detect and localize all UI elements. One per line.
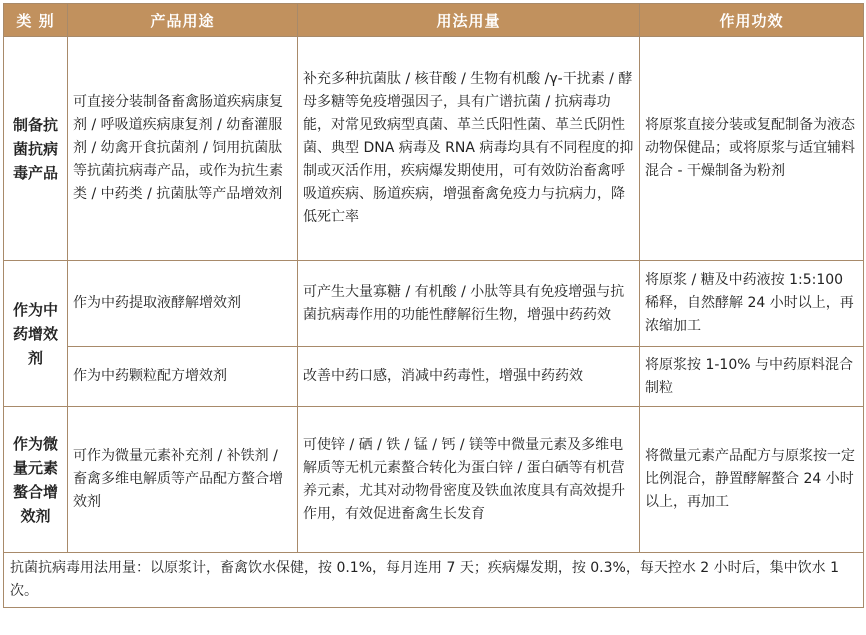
dosage-cell: 可使锌 / 硒 / 铁 / 锰 / 钙 / 镁等中微量元素及多维电解质等无机元素螯合转化为蛋白锌 / 蛋白硒等有机营养元素，尤其对动物骨密度及铁血浓度具有高效提升作用，有效促进畜禽生长发育 <box>298 407 640 553</box>
product-table <box>3 3 864 608</box>
category-cell: 作为微量元素螯合增效剂 <box>4 407 68 553</box>
header-effect: 作用功效 <box>640 4 864 37</box>
effect-cell: 将原浆 / 糖及中药液按 1:5:100 稀释，自然酵解 24 小时以上，再浓缩加工 <box>640 261 864 347</box>
footer-row <box>4 553 864 608</box>
usage-cell: 作为中药颗粒配方增效剂 <box>68 347 298 407</box>
usage-cell: 可作为微量元素补充剂 / 补铁剂 / 畜禽多维电解质等产品配方螯合增效剂 <box>68 407 298 553</box>
header-usage: 产品用途 <box>68 4 298 37</box>
table-row <box>4 347 864 407</box>
header-row <box>4 4 864 37</box>
category-cell: 作为中药增效剂 <box>4 261 68 407</box>
dosage-cell: 补充多种抗菌肽 / 核苷酸 / 生物有机酸 /γ-干扰素 / 酵母多糖等免疫增强因子，具有广谱抗菌 / 抗病毒功能，对常见致病型真菌、革兰氏阳性菌、革兰氏阴性菌、典型 DNA 病毒及 RNA 病毒均具有不同程度的抑制或灭活作用，疾病爆发期使用，可有效防治畜禽呼吸道疾病、肠道疾病，增强畜禽免疫力与抗病力，降低死亡率 <box>298 37 640 261</box>
table-row <box>4 37 864 261</box>
dosage-cell: 可产生大量寡糖 / 有机酸 / 小肽等具有免疫增强与抗菌抗病毒作用的功能性酵解衍生物，增强中药药效 <box>298 261 640 347</box>
footer-note: 抗菌抗病毒用法用量：以原浆计，畜禽饮水保健，按 0.1%，每月连用 7 天；疾病爆发期，按 0.3%，每天控水 2 小时后，集中饮水 1 次。 <box>4 553 864 608</box>
dosage-cell: 改善中药口感，消减中药毒性，增强中药药效 <box>298 347 640 407</box>
usage-cell: 作为中药提取液酵解增效剂 <box>68 261 298 347</box>
effect-cell: 将原浆按 1-10% 与中药原料混合制粒 <box>640 347 864 407</box>
effect-cell: 将微量元素产品配方与原浆按一定比例混合，静置酵解螯合 24 小时以上，再加工 <box>640 407 864 553</box>
header-category: 类 别 <box>4 4 68 37</box>
effect-cell: 将原浆直接分装或复配制备为液态动物保健品；或将原浆与适宜辅料混合 - 干燥制备为粉剂 <box>640 37 864 261</box>
category-cell: 制备抗菌抗病毒产品 <box>4 37 68 261</box>
header-dosage: 用法用量 <box>298 4 640 37</box>
usage-cell: 可直接分装制备畜禽肠道疾病康复剂 / 呼吸道疾病康复剂 / 幼畜灌服剂 / 幼禽开食抗菌剂 / 饲用抗菌肽等抗菌抗病毒产品，或作为抗生素类 / 中药类 / 抗菌肽等产品增效剂 <box>68 37 298 261</box>
table-row <box>4 407 864 553</box>
table-row <box>4 261 864 347</box>
